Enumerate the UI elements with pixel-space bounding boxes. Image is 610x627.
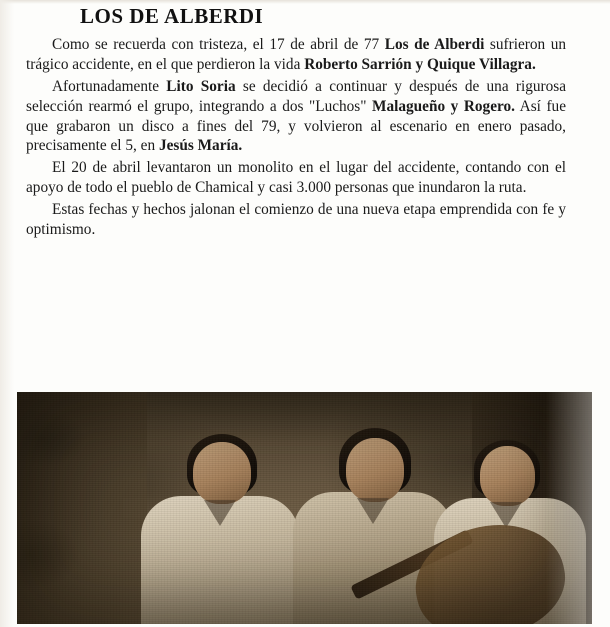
body-text: se decidió a continuar y después de una rigurosa selección rearmó el grupo, integrando a dos "Luchos" [26, 77, 566, 115]
emphasis-text: Roberto Sarrión y Quique Villagra. [304, 55, 536, 73]
article-paragraph [26, 77, 566, 157]
page-title: LOS DE ALBERDI [80, 4, 264, 28]
emphasis-text: Los de Alberdi [384, 36, 485, 53]
article-photo [17, 392, 592, 624]
body-text: Como se recuerda con tristeza, el 17 de abril de 77 [52, 36, 385, 53]
body-text: El 20 de abril levantaron un monolito en el lugar del accidente, contando con el apoyo de todo el pueblo de Chamical y casi 3.000 personas que inundaron la ruta. [26, 159, 566, 197]
body-text: Estas fechas y hechos jalonan el comienzo de una nueva etapa emprendida con fe y optimismo. [26, 201, 566, 238]
emphasis-text: Lito Soria [166, 77, 236, 95]
emphasis-text: Jesús María. [158, 137, 243, 155]
photo-grain-texture [17, 392, 592, 624]
scan-edge-left [0, 0, 14, 627]
body-text: sufrieron un trágico accidente, en el que perdieron la vida [26, 36, 567, 73]
body-text: Así fue que grabaron un disco a fines del 79, y volvieron al escenario en enero pasado, precisamente el 5, en [26, 97, 566, 155]
body-text: Afortunadamente [52, 77, 167, 95]
article [22, 4, 588, 242]
emphasis-text: Malagueño y Rogero. [372, 97, 515, 115]
article-paragraph [26, 158, 566, 198]
article-paragraph [26, 35, 566, 75]
article-body [26, 35, 566, 240]
article-paragraph [26, 200, 566, 240]
